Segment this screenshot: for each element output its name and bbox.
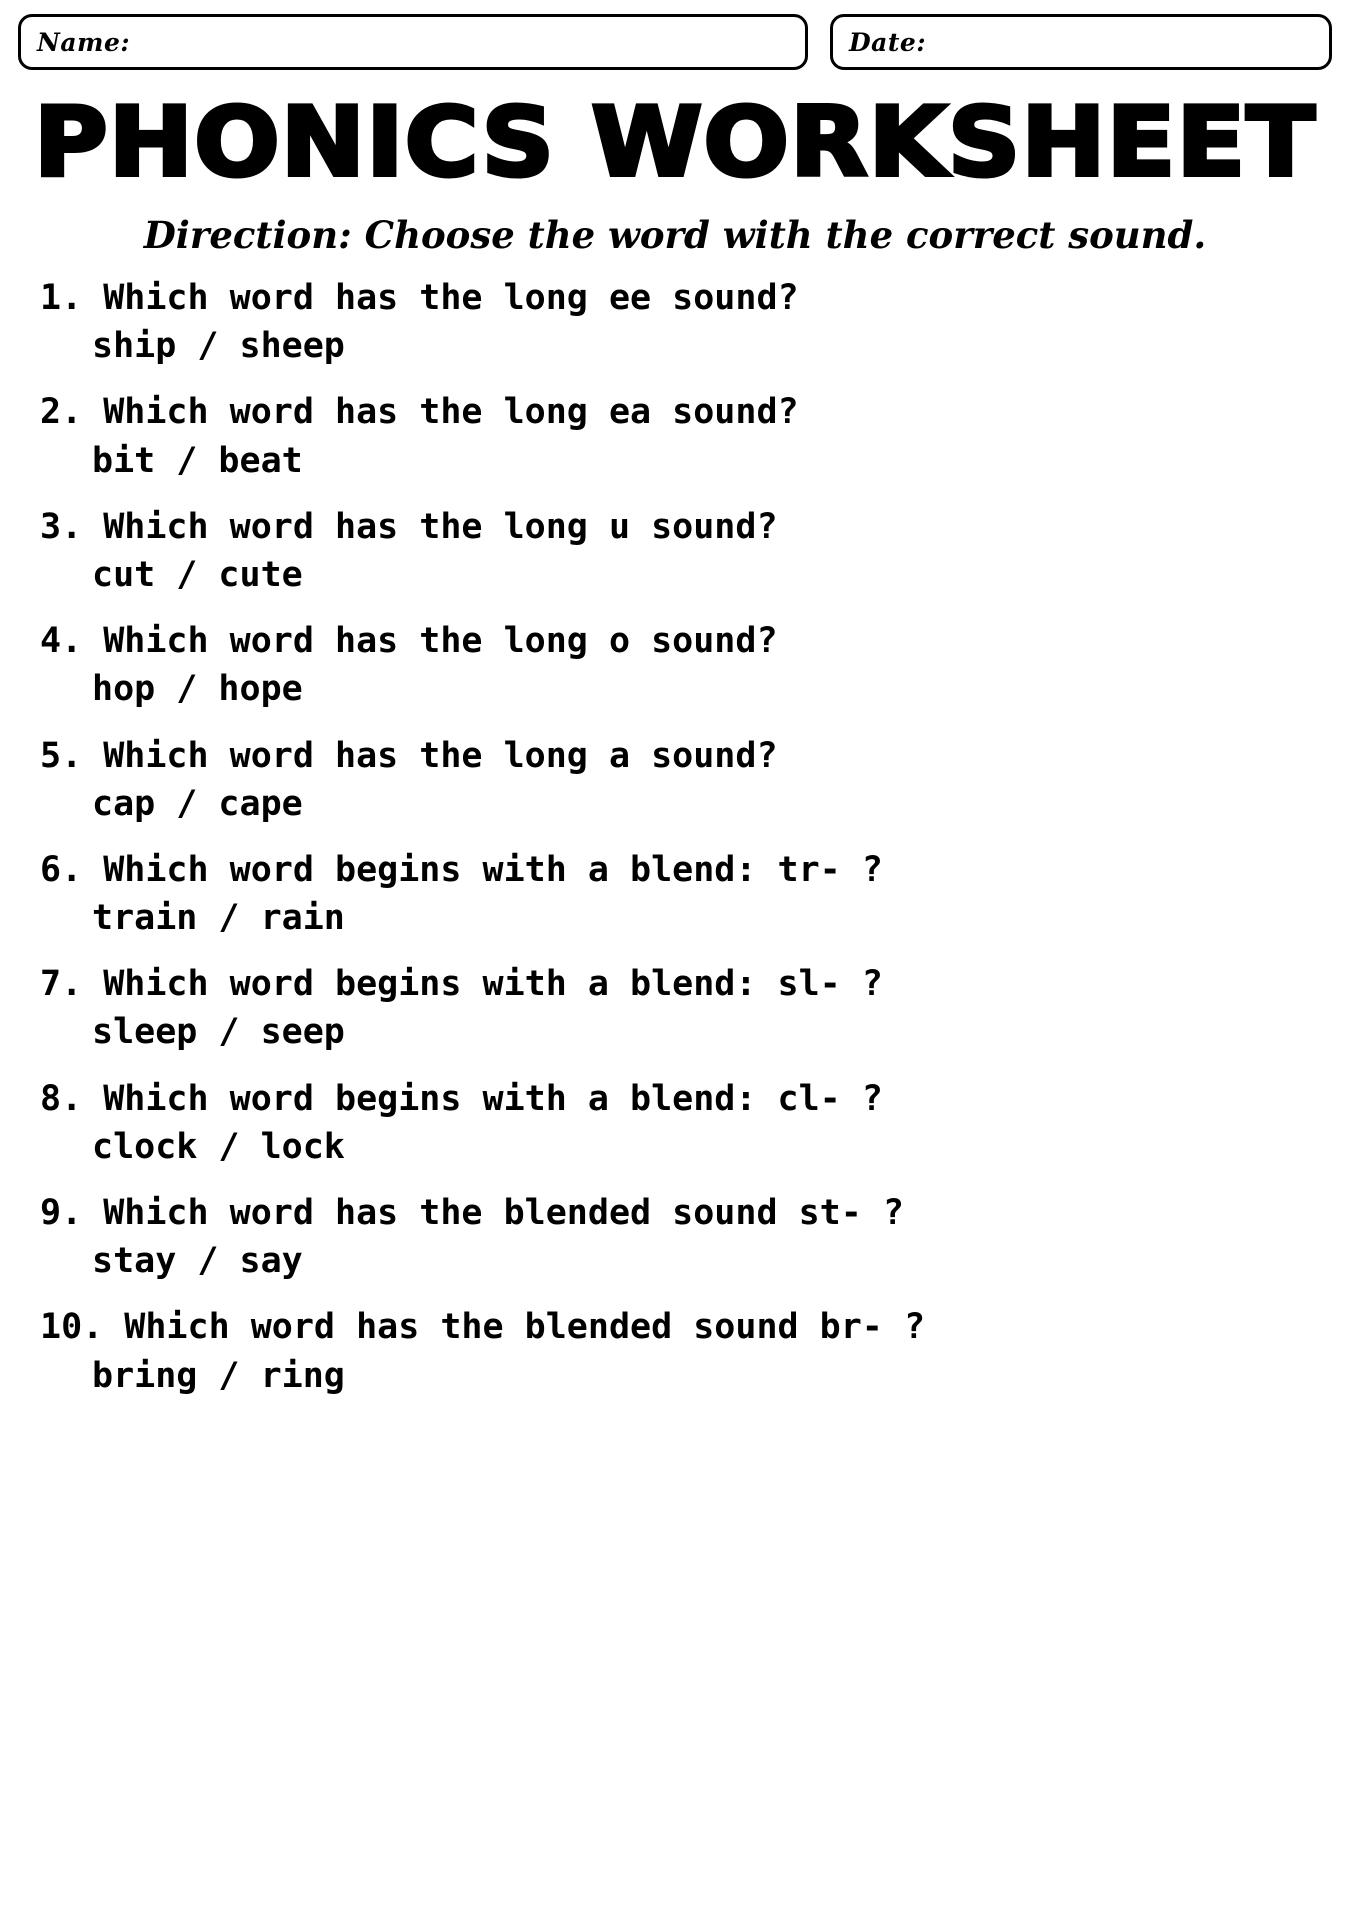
- question-item: [40, 965, 1322, 1052]
- question-prompt: 3. Which word has the long u sound?: [40, 506, 778, 547]
- question-prompt: 6. Which word begins with a blend: tr- ?: [40, 849, 883, 890]
- question-prompt: 5. Which word has the long a sound?: [40, 735, 778, 776]
- question-item: [40, 1194, 1322, 1281]
- question-prompt: 8. Which word begins with a blend: cl- ?: [40, 1078, 883, 1119]
- student-info-row: [18, 14, 1332, 70]
- page-title: PHONICS WORKSHEET: [33, 88, 1317, 198]
- question-choices[interactable]: bit / beat: [92, 440, 303, 481]
- question-choices[interactable]: ship / sheep: [92, 326, 345, 367]
- question-prompt: 10. Which word has the blended sound br- ?: [40, 1307, 926, 1348]
- question-choices[interactable]: clock / lock: [92, 1126, 345, 1167]
- name-field[interactable]: [18, 14, 808, 70]
- question-item: [40, 393, 1322, 480]
- question-prompt: 9. Which word has the blended sound st- ?: [40, 1193, 904, 1233]
- question-choices[interactable]: stay / say: [92, 1241, 303, 1282]
- question-item: [40, 508, 1322, 595]
- question-prompt: 2. Which word has the long ea sound?: [40, 392, 799, 433]
- question-choices[interactable]: sleep / seep: [92, 1012, 345, 1053]
- question-prompt: 1. Which word has the long ee sound?: [40, 278, 799, 318]
- question-item: [40, 737, 1322, 824]
- question-prompt: 4. Which word has the long o sound?: [40, 621, 778, 662]
- question-item: [40, 1308, 1322, 1395]
- question-list: [18, 279, 1332, 1396]
- question-choices[interactable]: cut / cute: [92, 554, 303, 595]
- question-item: [40, 622, 1322, 709]
- question-choices[interactable]: train / rain: [92, 898, 345, 939]
- question-item: [40, 279, 1322, 366]
- name-label: Name:: [37, 27, 131, 57]
- direction-text: Direction: Choose the word with the correct sound.: [143, 213, 1207, 257]
- question-prompt: 7. Which word begins with a blend: sl- ?: [40, 964, 883, 1005]
- date-label: Date:: [849, 27, 927, 57]
- question-choices[interactable]: hop / hope: [92, 669, 303, 710]
- question-choices[interactable]: cap / cape: [92, 783, 303, 824]
- date-field[interactable]: [830, 14, 1332, 70]
- question-item: [40, 851, 1322, 938]
- question-item: [40, 1080, 1322, 1167]
- question-choices[interactable]: bring / ring: [92, 1355, 345, 1396]
